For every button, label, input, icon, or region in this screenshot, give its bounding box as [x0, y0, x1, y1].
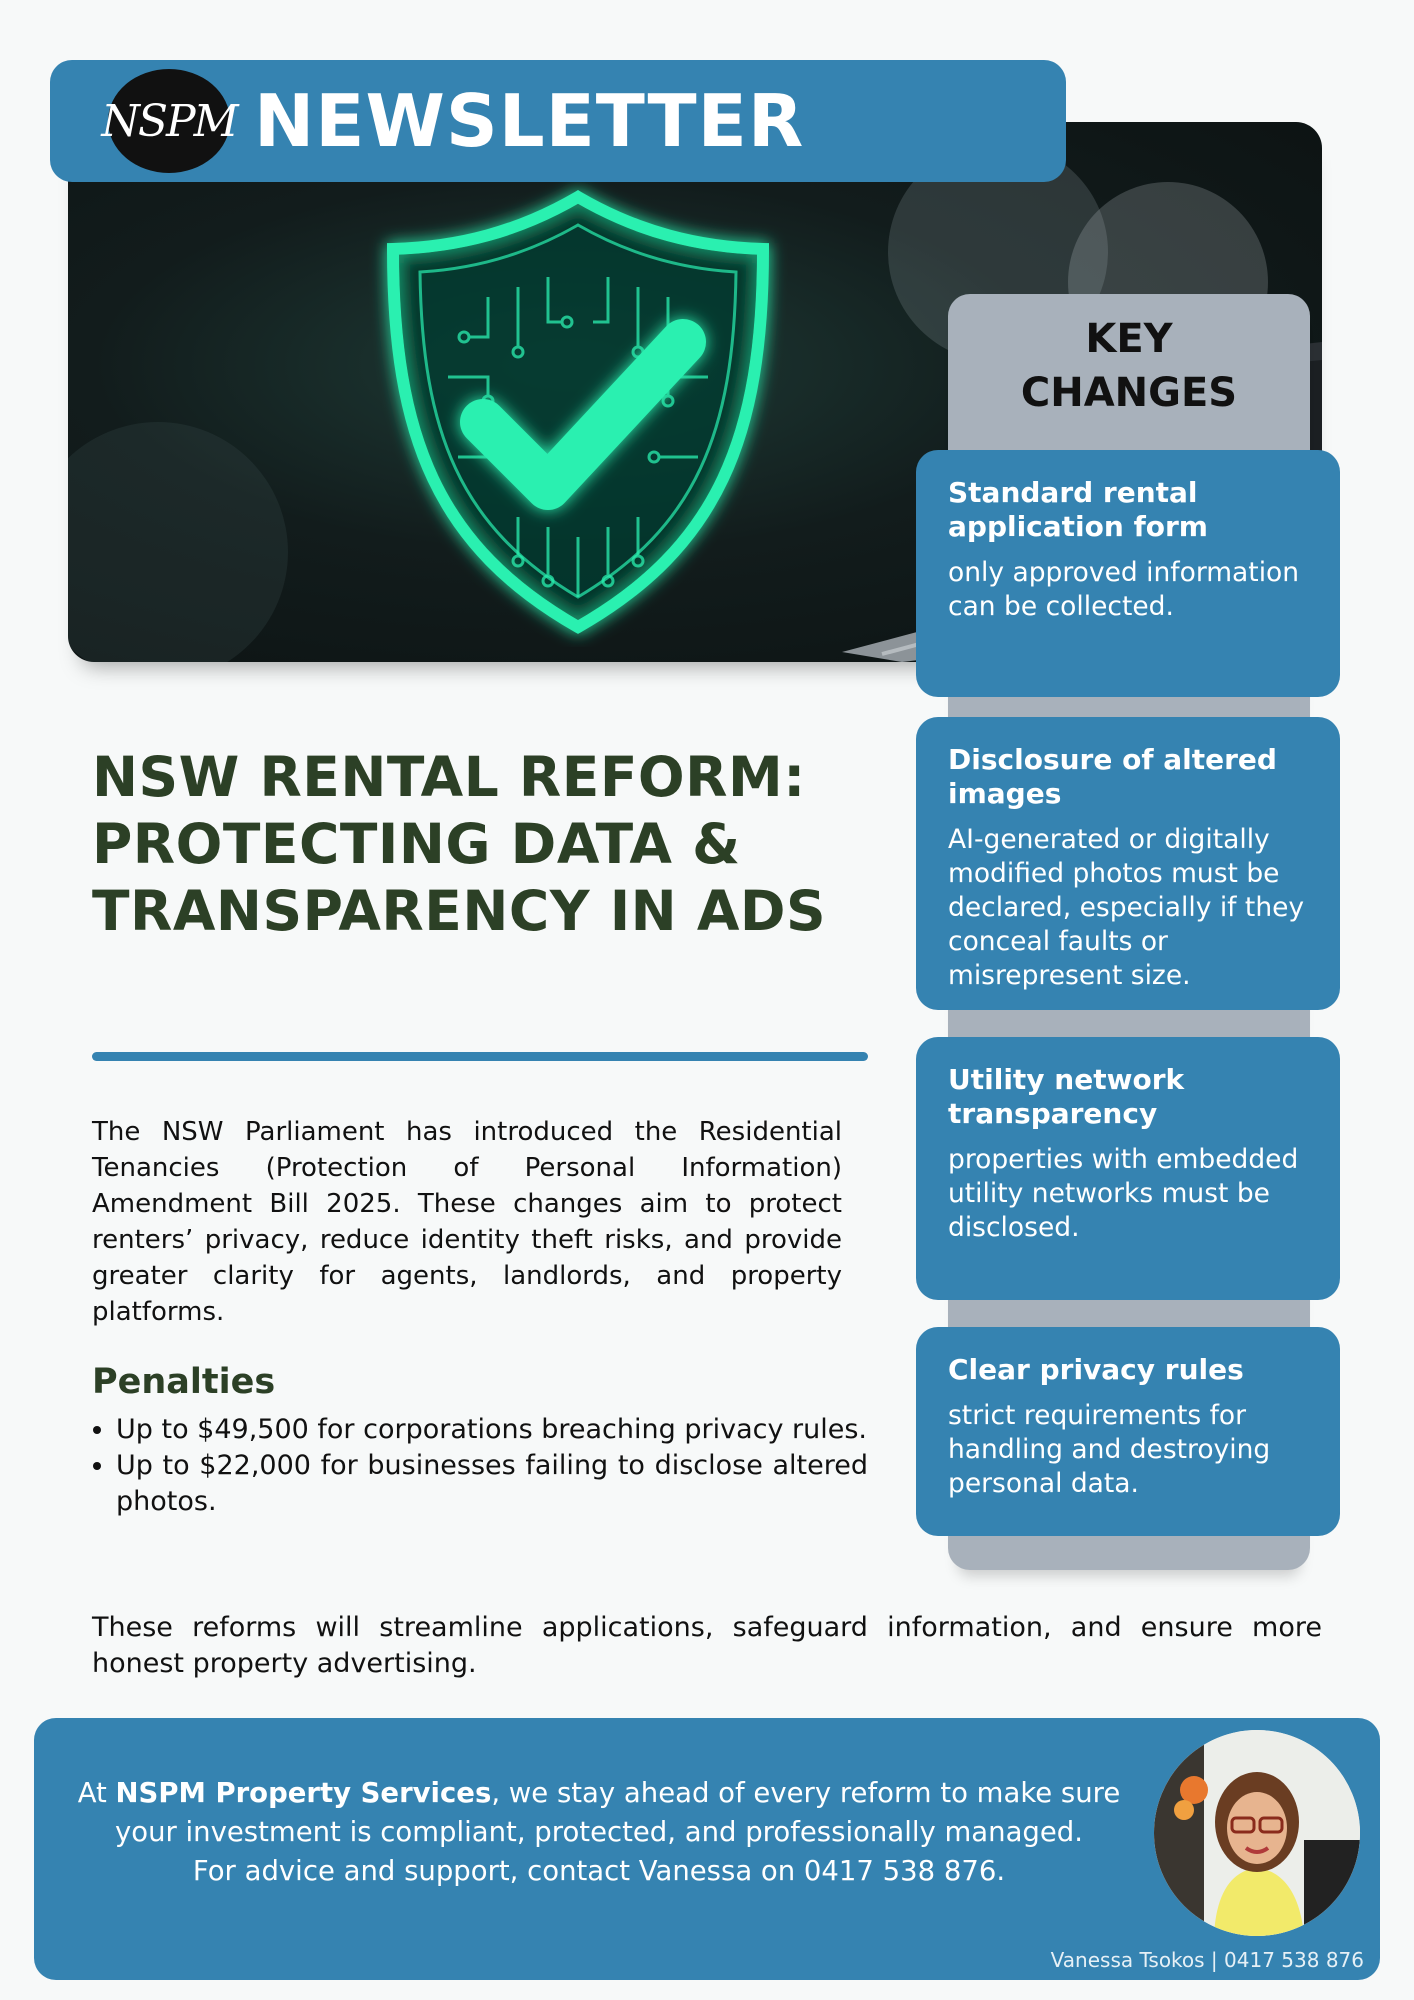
nspm-logo: NSPM [108, 69, 230, 173]
footer-signature: Vanessa Tsokos | 0417 538 876 [1050, 1948, 1364, 1972]
list-item: • Up to $22,000 for businesses failing to disclose altered photos. [116, 1448, 868, 1520]
newsletter-header [50, 60, 1066, 182]
list-item: • Up to $49,500 for corporations breaching privacy rules. [116, 1412, 868, 1448]
newsletter-title: NEWSLETTER [254, 79, 805, 163]
card-title: Utility network transparency [948, 1063, 1185, 1130]
key-change-card [916, 450, 1340, 697]
divider [92, 1052, 868, 1061]
card-text: properties with embedded utility networks must be disclosed. [948, 1144, 1299, 1243]
key-change-card [916, 717, 1340, 1010]
key-change-card [916, 1037, 1340, 1300]
card-text: only approved information can be collected. [948, 557, 1300, 622]
card-title: Standard rental application form [948, 476, 1208, 543]
footer-banner [34, 1718, 1380, 1980]
company-name: NSPM Property Services [115, 1777, 492, 1809]
key-changes-title: KEY CHANGES [1020, 316, 1238, 416]
card-text: AI-generated or digitally modified photos must be declared, especially if they conceal faults or misrepresent size. [948, 824, 1305, 991]
article-headline: NSW RENTAL REFORM: PROTECTING DATA & TRANSPARENCY IN ADS [92, 745, 827, 943]
penalties-list [92, 1412, 868, 1520]
penalties-heading: Penalties [92, 1362, 276, 1402]
card-text: strict requirements for handling and destroying personal data. [948, 1400, 1271, 1499]
card-title: Clear privacy rules [948, 1353, 1244, 1386]
article-intro: The NSW Parliament has introduced the Residential Tenancies (Protection of Personal Information) Amendment Bill 2025. These changes aim to protect renters’ privacy, reduce identity theft risks, and provide greater clarity for agents, landlords, and property platforms. [92, 1117, 842, 1327]
shield-check-icon [368, 177, 788, 647]
key-change-card [916, 1327, 1340, 1536]
footer-message: At NSPM Property Services, we stay ahead of every reform to make sure your investment is compliant, protected, and professionally managed. For advice and support, contact Vanessa on 0417 538 876. [77, 1777, 1121, 1887]
avatar [1154, 1730, 1360, 1936]
article-closing: These reforms will streamline applications, safeguard information, and ensure more honest property advertising. [92, 1612, 1322, 1679]
card-title: Disclosure of altered images [948, 743, 1277, 810]
